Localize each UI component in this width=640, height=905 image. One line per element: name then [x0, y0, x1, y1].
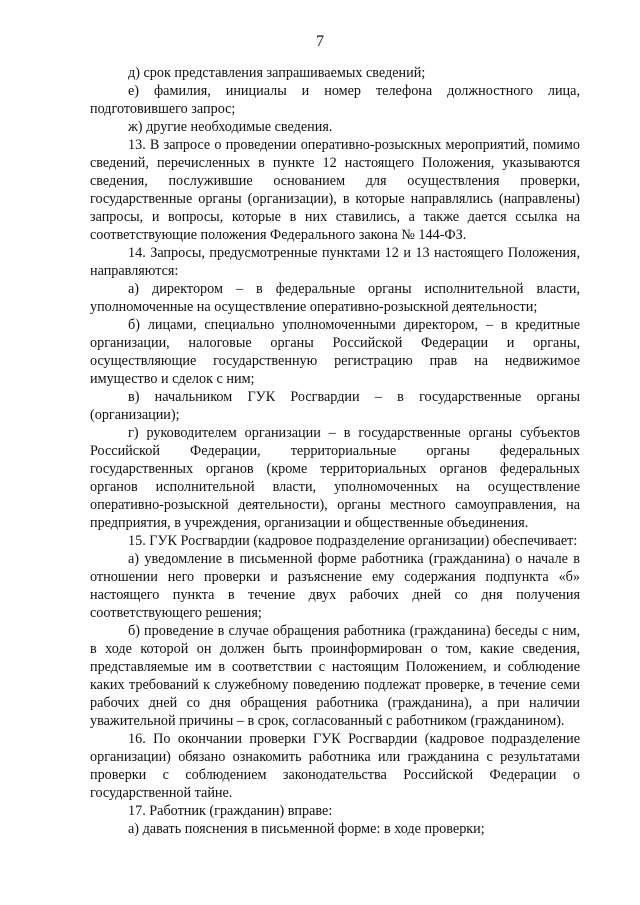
paragraph-15: 15. ГУК Росгвардии (кадровое подразделение организации) обеспечивает:: [128, 533, 578, 549]
paragraph-16: 16. По окончании проверки ГУК Росгвардии (кадровое подразделение организации) обязано ознакомить работника или гражданина с результатами проверки с соблюдением законодательства Российской Федерации о государственной тайне.: [90, 731, 580, 801]
paragraph-17: 17. Работник (гражданин) вправе:: [128, 803, 333, 819]
document-body: [90, 64, 580, 838]
paragraph-14: 14. Запросы, предусмотренные пунктами 12 и 13 настоящего Положения, направляются:: [90, 245, 580, 279]
paragraph-14-b: б) лицами, специально уполномоченными директором, – в кредитные организации, налоговые органы Российской Федерации и органы, осуществляющие государственную регистрацию прав на недвижимое имущество и сделок с ним;: [90, 317, 580, 387]
paragraph-17-a: а) давать пояснения в письменной форме: в ходе проверки;: [128, 821, 485, 837]
paragraph-zh-other: ж) другие необходимые сведения.: [128, 119, 333, 135]
paragraph-e-official: е) фамилия, инициалы и номер телефона должностного лица, подготовившего запрос;: [90, 83, 580, 117]
paragraph-15-a: а) уведомление в письменной форме работника (гражданина) о начале в отношении него проверки и разъяснение ему содержания подпункта «б» настоящего пункта в течение двух рабочих дней со дня получения соответствующего решения;: [90, 551, 580, 621]
paragraph-15-b: б) проведение в случае обращения работника (гражданина) беседы с ним, в ходе которой он должен быть проинформирован о том, какие сведения, представляемые им в соответствии с настоящим Положением, и соблюдение каких требований к служебному поведению подлежат проверке, в течение семи рабочих дней со дня обращения работника (гражданина), а при наличии уважительной причины – в срок, согласованный с работником (гражданином).: [90, 623, 580, 729]
paragraph-13: 13. В запросе о проведении оперативно-розыскных мероприятий, помимо сведений, перечисленных в пункте 12 настоящего Положения, указываются сведения, послужившие основанием для осуществления проверки, государственные органы (организации), в которые направлялись (направлены) запросы, и вопросы, которые в них ставились, а также дается ссылка на соответствующие положения Федерального закона № 144-ФЗ.: [90, 137, 580, 243]
paragraph-d-deadline: д) срок представления запрашиваемых сведений;: [128, 65, 426, 81]
paragraph-14-g: г) руководителем организации – в государственные органы субъектов Российской Федерации, территориальные органы федеральных государственных органов (кроме территориальных органов федеральных органов исполнительной власти, уполномоченных на осуществление оперативно-розыскной деятельности), органы местного самоуправления, на предприятия, в учреждения, организации и общественные объединения.: [90, 425, 580, 531]
paragraph-14-a: а) директором – в федеральные органы исполнительной власти, уполномоченные на осуществление оперативно-розыскной деятельности;: [90, 281, 580, 315]
paragraph-14-v: в) начальником ГУК Росгвардии – в государственные органы (организации);: [90, 389, 580, 423]
page-number: 7: [316, 33, 324, 50]
